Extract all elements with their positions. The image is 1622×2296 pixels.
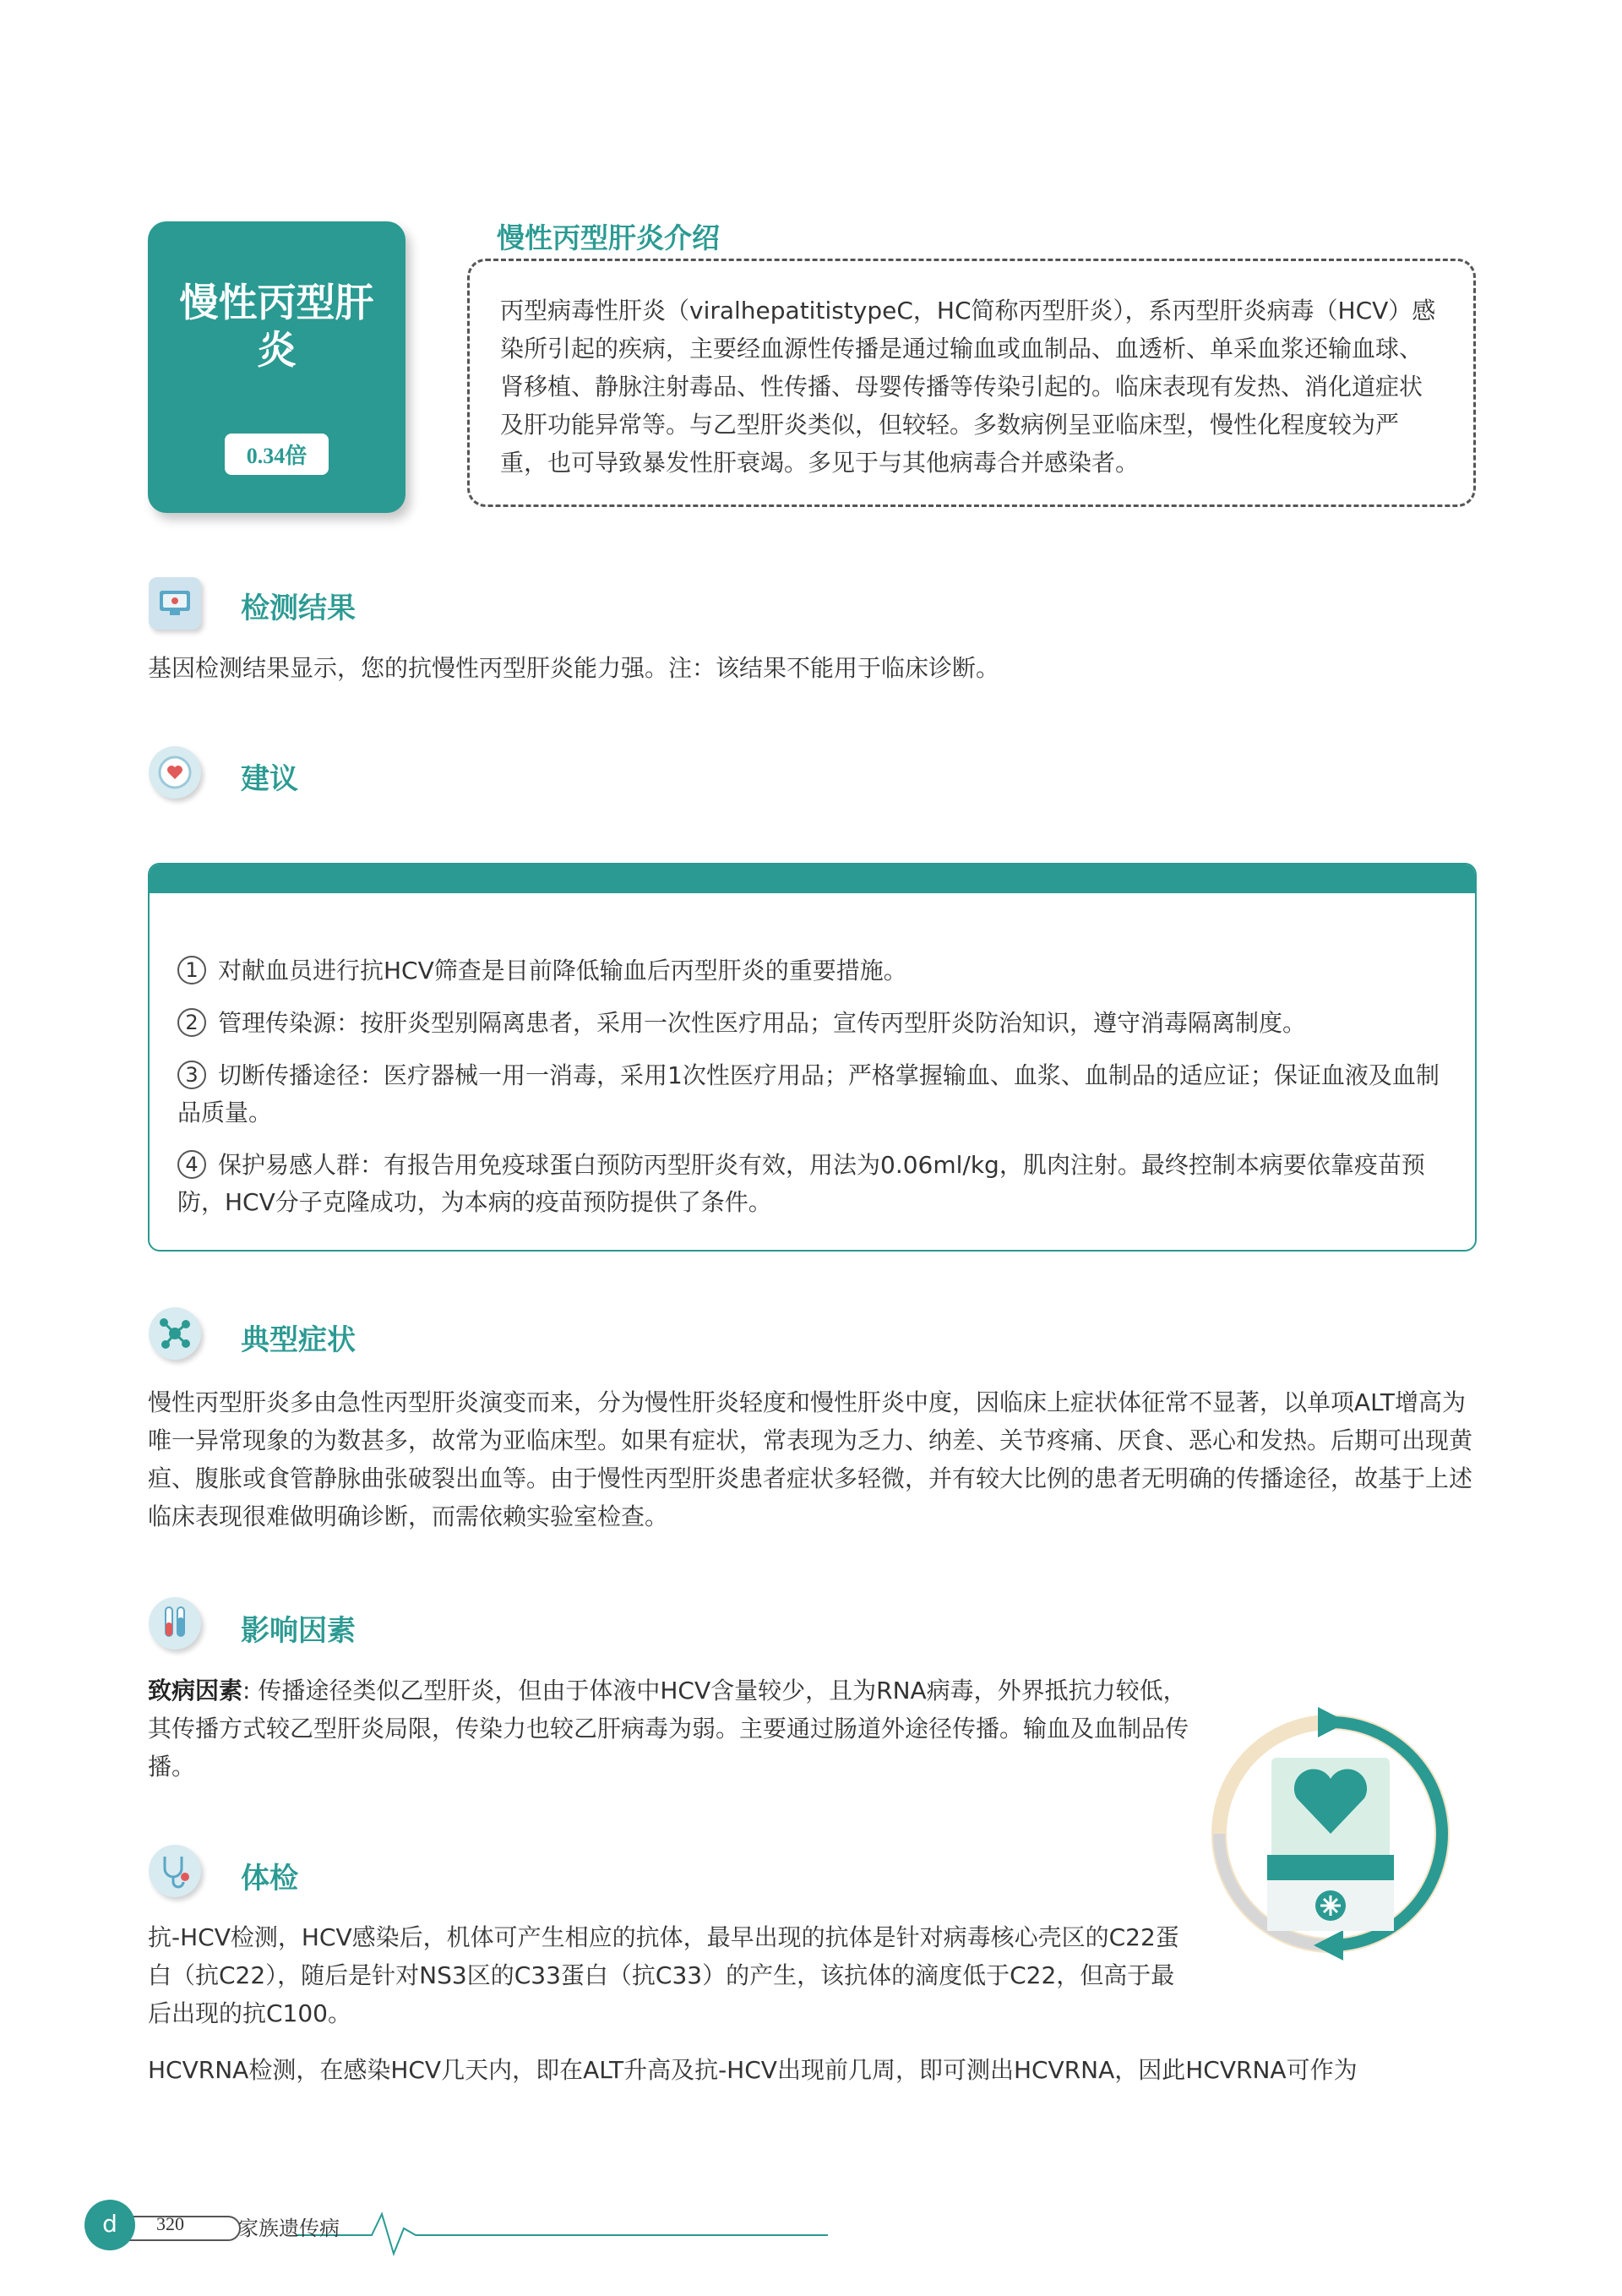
- health-cycle-illustration: [1200, 1699, 1461, 1972]
- intro-text: 丙型病毒性肝炎（viralhepatitistypeC，HC简称丙型肝炎），系丙型肝炎病毒（HCV）感染所引起的疾病，主要经血源性传播是通过输血或血制品、血透析、单采血浆还输血球、肾移植、静脉注射毒品、性传播、母婴传播等传染引起的。临床表现有发热、消化道症状及肝功能异常等。与乙型肝炎类似，但较轻。多数病例呈亚临床型，慢性化程度较为严重，也可导致暴发性肝衰竭。多见于与其他病毒合并感染者。: [500, 297, 1436, 477]
- advice-item: [177, 952, 1450, 990]
- ratio-badge: 0.34倍: [225, 434, 329, 475]
- disease-title: 慢性丙型肝炎: [179, 280, 374, 373]
- advice-item-text: 保护易感人群：有报告用免疫球蛋白预防丙型肝炎有效，用法为0.06ml/kg，肌肉注射。最终控制本病要依靠疫苗预防，HCV分子克隆成功，为本病的疫苗预防提供了条件。: [177, 1151, 1425, 1216]
- book-title: 家族遗传病: [238, 2217, 340, 2240]
- symptoms-title: 典型症状: [241, 1323, 356, 1357]
- advice-box: [148, 863, 1477, 1252]
- molecule-icon: [149, 1307, 201, 1360]
- factors-label: 致病因素: [148, 1677, 243, 1704]
- advice-item: [177, 1147, 1450, 1221]
- advice-item-text: 对献血员进行抗HCV筛查是目前降低输血后丙型肝炎的重要措施。: [218, 957, 907, 984]
- advice-item: [177, 1005, 1450, 1042]
- monitor-icon: [149, 577, 201, 630]
- intro-box: [467, 259, 1476, 507]
- detection-text: 基因检测结果显示，您的抗慢性丙型肝炎能力强。注：该结果不能用于临床诊断。: [148, 654, 1000, 682]
- title-card: [148, 221, 406, 513]
- advice-number: 3: [177, 1061, 206, 1089]
- exam-title: 体检: [241, 1862, 298, 1895]
- advice-number: 4: [177, 1150, 206, 1179]
- advice-box-header: [150, 864, 1475, 893]
- exam-paragraph-1: 抗-HCV检测，HCV感染后，机体可产生相应的抗体，最早出现的抗体是针对病毒核心壳区的C22蛋白（抗C22），随后是针对NS3区的C33蛋白（抗C33）的产生，该抗体的滴度低于C22，但高于最后出现的抗C100。: [148, 1923, 1179, 2027]
- stethoscope-icon: [149, 1845, 201, 1897]
- plate-heart-icon: [149, 746, 201, 799]
- advice-item-text: 管理传染源：按肝炎型别隔离患者，采用一次性医疗用品；宣传丙型肝炎防治知识，遵守消毒隔离制度。: [218, 1009, 1307, 1037]
- detection-title: 检测结果: [241, 592, 356, 625]
- test-tube-icon: [149, 1597, 201, 1650]
- factors-title: 影响因素: [241, 1614, 356, 1648]
- page-number: 320: [156, 2213, 184, 2234]
- factors-paragraph: [148, 1672, 1195, 1786]
- advice-item-text: 切断传播途径：医疗器械一用一消毒，采用1次性医疗用品；严格掌握输血、血浆、血制品的适应证；保证血液及血制品质量。: [177, 1061, 1440, 1126]
- advice-list: [150, 893, 1475, 1221]
- symptoms-text: 慢性丙型肝炎多由急性丙型肝炎演变而来，分为慢性肝炎轻度和慢性肝炎中度，因临床上症状体征常不显著，以单项ALT增高为唯一异常现象的为数甚多，故常为亚临床型。如果有症状，常表现为乏力、纳差、关节疼痛、厌食、恶心和发热。后期可出现黄疸、腹胀或食管静脉曲张破裂出血等。由于慢性丙型肝炎患者症状多轻微，并有较大比例的患者无明确的传播途径，故基于上述临床表现很难做明确诊断，而需依赖实验室检查。: [148, 1388, 1473, 1530]
- page-footer: [84, 2193, 828, 2261]
- intro-heading: 慢性丙型肝炎介绍: [497, 221, 720, 254]
- advice-number: 2: [177, 1008, 206, 1037]
- footer-letter-badge: d: [84, 2200, 135, 2250]
- advice-item: [177, 1057, 1450, 1132]
- exam-paragraph-2: HCVRNA检测，在感染HCV几天内，即在ALT升高及抗-HCV出现前几周，即可测出HCVRNA，因此HCVRNA可作为: [148, 2056, 1358, 2084]
- factors-text: : 传播途径类似乙型肝炎，但由于体液中HCV含量较少，且为RNA病毒，外界抵抗力较低，其传播方式较乙型肝炎局限，传染力也较乙肝病毒为弱。主要通过肠道外途径传播。输血及血制品传播。: [148, 1677, 1189, 1781]
- advice-title: 建议: [241, 762, 298, 796]
- advice-number: 1: [177, 956, 206, 984]
